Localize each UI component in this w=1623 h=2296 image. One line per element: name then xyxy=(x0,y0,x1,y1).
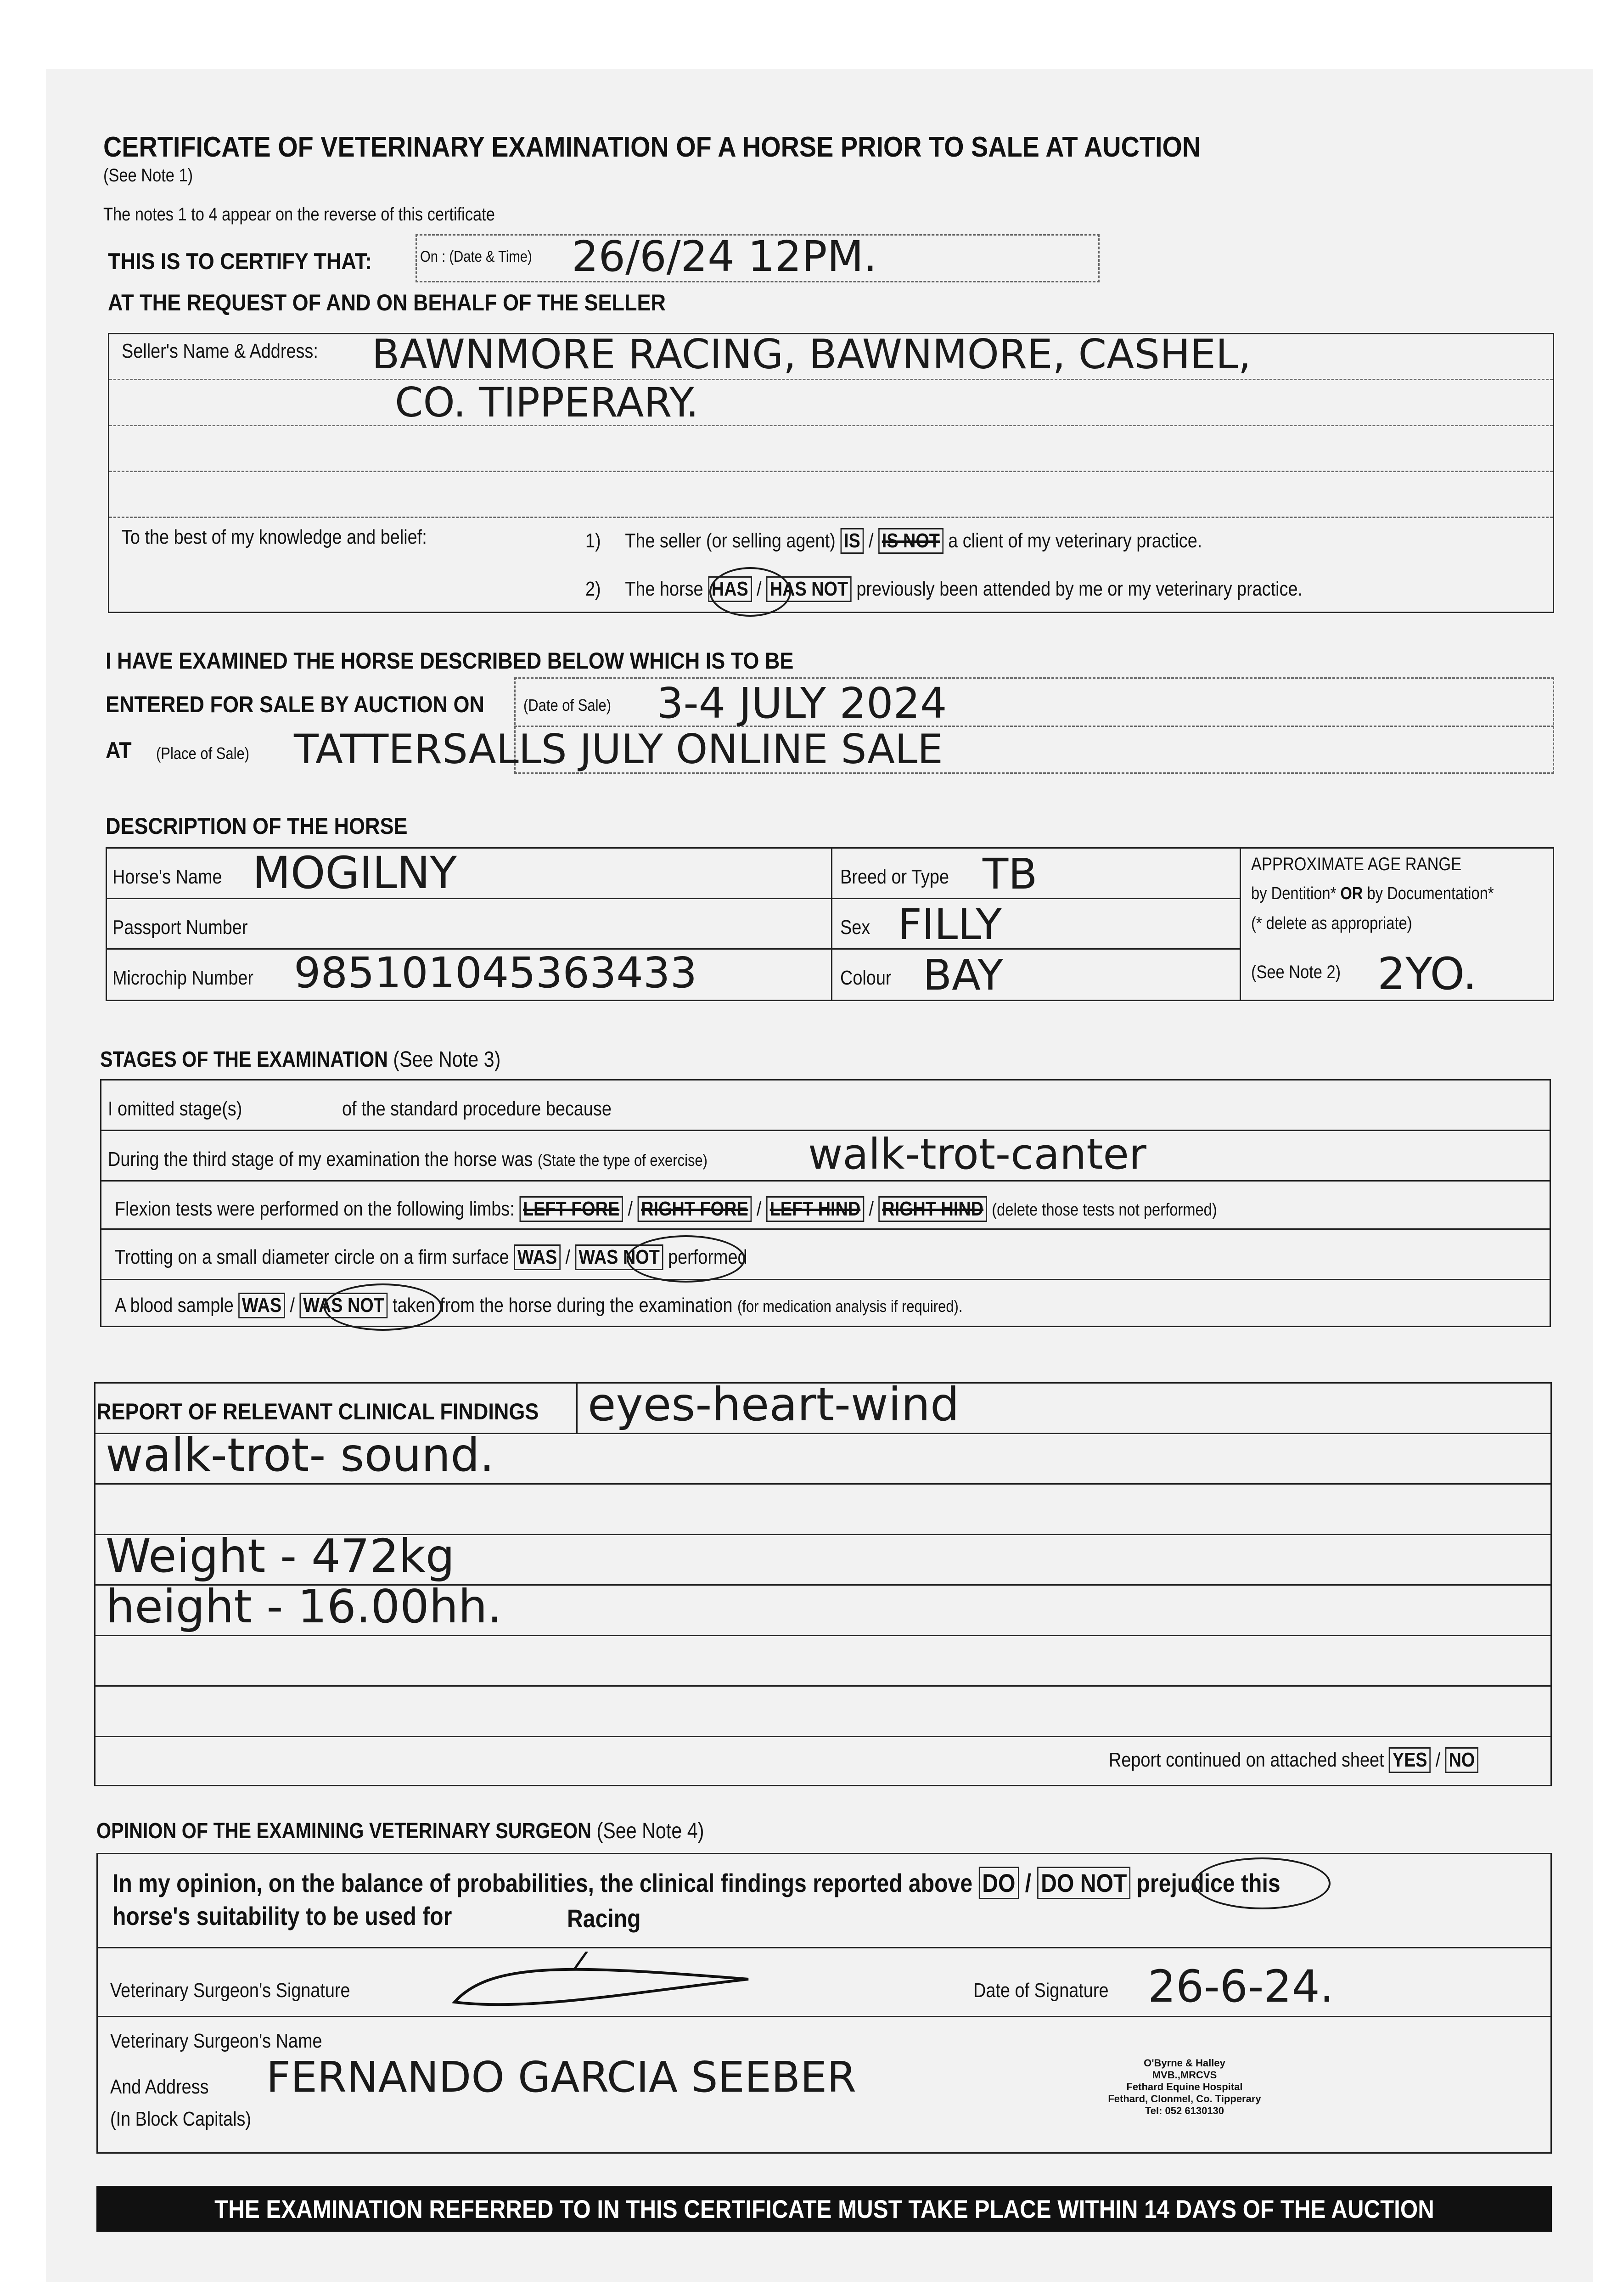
blood-row: A blood sample WAS / WAS NOT taken from the horse during the examination (for medication analysis if required). xyxy=(115,1293,962,1318)
certify-label: THIS IS TO CERTIFY THAT: xyxy=(108,248,372,274)
opinion-text-line1: In my opinion, on the balance of probabilities, the clinical findings reported above DO / DO NOT prejudice this xyxy=(112,1867,1280,1899)
request-label: AT THE REQUEST OF AND ON BEHALF OF THE SELLER xyxy=(108,290,666,315)
seller-line-1 xyxy=(109,379,1553,380)
flexion-left-hind[interactable]: LEFT HIND xyxy=(766,1196,864,1222)
report-value-line2: walk-trot- sound. xyxy=(106,1428,494,1482)
vet-name-value: FERNANDO GARCIA SEEBER xyxy=(266,2053,856,2102)
trot-row: Trotting on a small diameter circle on a firm surface WAS / WAS NOT performed xyxy=(115,1244,747,1270)
name-label-1: Veterinary Surgeon's Name xyxy=(110,2030,322,2052)
report-continued: Report continued on attached sheet YES / NO xyxy=(1109,1747,1478,1773)
trot-was-not-option[interactable]: WAS NOT xyxy=(575,1244,663,1270)
omitted-pre: I omitted stage(s) xyxy=(108,1097,242,1120)
stages-row-line-4 xyxy=(100,1279,1551,1280)
flexion-right-hind[interactable]: RIGHT HIND xyxy=(879,1196,987,1222)
examined-line2: ENTERED FOR SALE BY AUCTION ON xyxy=(106,692,485,717)
signature-scribble xyxy=(436,1952,758,2016)
colour-value: BAY xyxy=(923,951,1004,1000)
trot-circle-mark xyxy=(627,1235,745,1283)
knowledge-item1: 1) The seller (or selling agent) IS / IS NOT a client of my veterinary practice. xyxy=(585,528,1202,554)
report-heading-divider xyxy=(576,1382,578,1433)
seller-line-4 xyxy=(109,517,1553,518)
third-stage-label: During the third stage of my examination the horse was (State the type of exercise) xyxy=(108,1148,708,1171)
opinion-do-not-option[interactable]: DO NOT xyxy=(1037,1867,1130,1899)
certificate-title: CERTIFICATE OF VETERINARY EXAMINATION OF A HORSE PRIOR TO SALE AT AUCTION xyxy=(103,131,1201,163)
knowledge-label: To the best of my knowledge and belief: xyxy=(122,526,427,548)
sex-value: FILLY xyxy=(898,900,1002,949)
desc-col-line-1 xyxy=(831,847,832,1001)
breed-value: TB xyxy=(983,850,1038,899)
opinion-heading: OPINION OF THE EXAMINING VETERINARY SURGEON (See Note 4) xyxy=(96,1819,704,1843)
date-of-signature-value: 26-6-24. xyxy=(1148,1961,1334,2012)
notes-line: The notes 1 to 4 appear on the reverse of this certificate xyxy=(103,204,495,225)
flexion-left-fore[interactable]: LEFT FORE xyxy=(519,1196,623,1222)
has-not-option[interactable]: HAS NOT xyxy=(766,576,852,602)
report-value-line4: height - 16.00hh. xyxy=(106,1580,502,1633)
continued-yes-option[interactable]: YES xyxy=(1389,1747,1431,1773)
report-line-2 xyxy=(94,1483,1552,1485)
blood-circle-mark xyxy=(324,1283,442,1331)
report-line-6 xyxy=(94,1685,1552,1687)
report-value-line3: Weight - 472kg xyxy=(106,1529,455,1583)
signature-label: Veterinary Surgeon's Signature xyxy=(110,1979,350,2002)
microchip-label: Microchip Number xyxy=(112,967,254,989)
opinion-text-line2: horse's suitability to be used for xyxy=(112,1902,452,1930)
place-of-sale-value: TATTERSALLS JULY ONLINE SALE xyxy=(294,726,943,773)
age-methods: by Dentition* OR by Documentation* xyxy=(1251,884,1494,903)
sex-label: Sex xyxy=(840,916,870,939)
age-value: 2YO. xyxy=(1377,948,1477,1000)
desc-col-line-2 xyxy=(1240,847,1241,1001)
stages-heading: STAGES OF THE EXAMINATION (See Note 3) xyxy=(100,1047,501,1072)
opinion-circle-mark xyxy=(1194,1857,1331,1909)
horse-name-value: MOGILNY xyxy=(253,847,457,899)
seller-value-line1: BAWNMORE RACING, BAWNMORE, CASHEL, xyxy=(372,331,1251,378)
age-see-note: (See Note 2) xyxy=(1251,962,1341,982)
description-heading: DESCRIPTION OF THE HORSE xyxy=(106,813,408,839)
passport-label: Passport Number xyxy=(112,916,248,939)
microchip-value: 985101045363433 xyxy=(294,948,697,997)
horse-name-label: Horse's Name xyxy=(112,866,222,888)
flexion-right-fore[interactable]: RIGHT FORE xyxy=(637,1196,752,1222)
opinion-line-1 xyxy=(96,1947,1552,1948)
continued-no-option[interactable]: NO xyxy=(1445,1747,1478,1773)
has-circle-mark xyxy=(709,567,791,617)
opinion-use-value: Racing xyxy=(567,1904,641,1933)
date-of-signature-label: Date of Signature xyxy=(973,1979,1109,2002)
report-heading: REPORT OF RELEVANT CLINICAL FINDINGS xyxy=(96,1399,539,1424)
stages-row-line-3 xyxy=(100,1228,1551,1230)
report-value-line1: eyes-heart-wind xyxy=(588,1378,960,1431)
name-label-3: (In Block Capitals) xyxy=(110,2108,252,2130)
at-label: AT xyxy=(106,737,132,763)
omitted-post: of the standard procedure because xyxy=(342,1097,612,1120)
date-of-sale-label: (Date of Sale) xyxy=(523,696,612,715)
opinion-do-option[interactable]: DO xyxy=(979,1867,1019,1899)
practice-stamp: O'Byrne & Halley MVB.,MRCVS Fethard Equine Hospital Fethard, Clonmel, Co. Tipperary Tel: 052 6130130 xyxy=(1108,2057,1261,2116)
name-label-2: And Address xyxy=(110,2076,209,2098)
seller-label: Seller's Name & Address: xyxy=(122,340,318,362)
colour-label: Colour xyxy=(840,967,892,989)
report-line-5 xyxy=(94,1635,1552,1636)
title-note: (See Note 1) xyxy=(103,165,193,186)
seller-line-2 xyxy=(109,425,1553,426)
blood-was-option[interactable]: WAS xyxy=(238,1293,285,1318)
footer-text: THE EXAMINATION REFERRED TO IN THIS CERTIFICATE MUST TAKE PLACE WITHIN 14 DAYS OF THE AUCTION xyxy=(214,2194,1434,2223)
on-date-value: 26/6/24 12PM. xyxy=(572,232,877,281)
opinion-line-2 xyxy=(96,2016,1552,2017)
is-option[interactable]: IS xyxy=(840,528,864,554)
trot-was-option[interactable]: WAS xyxy=(514,1244,561,1270)
footer-banner xyxy=(96,2186,1552,2232)
age-delete-note: (* delete as appropriate) xyxy=(1251,914,1412,933)
place-of-sale-label: (Place of Sale) xyxy=(156,744,250,763)
seller-line-3 xyxy=(109,471,1553,472)
on-date-label: On : (Date & Time) xyxy=(420,248,532,265)
is-not-option[interactable]: IS NOT xyxy=(878,528,943,554)
has-option[interactable]: HAS xyxy=(708,576,752,602)
examined-line1: I HAVE EXAMINED THE HORSE DESCRIBED BELOW WHICH IS TO BE xyxy=(106,648,794,674)
breed-label: Breed or Type xyxy=(840,866,949,888)
third-stage-value: walk-trot-canter xyxy=(808,1130,1146,1179)
flexion-row: Flexion tests were performed on the following limbs: LEFT FORE / RIGHT FORE / LEFT HIND / RIGHT HIND (delete those tests not performed) xyxy=(115,1196,1217,1222)
seller-value-line2: CO. TIPPERARY. xyxy=(395,379,699,426)
knowledge-item2: 2) The horse HAS / HAS NOT previously been attended by me or my veterinary practice. xyxy=(585,576,1303,602)
date-of-sale-value: 3-4 JULY 2024 xyxy=(657,679,947,728)
report-line-7 xyxy=(94,1736,1552,1737)
stages-row-line-2 xyxy=(100,1180,1551,1182)
blood-was-not-option[interactable]: WAS NOT xyxy=(300,1293,388,1318)
age-title: APPROXIMATE AGE RANGE xyxy=(1251,854,1462,874)
